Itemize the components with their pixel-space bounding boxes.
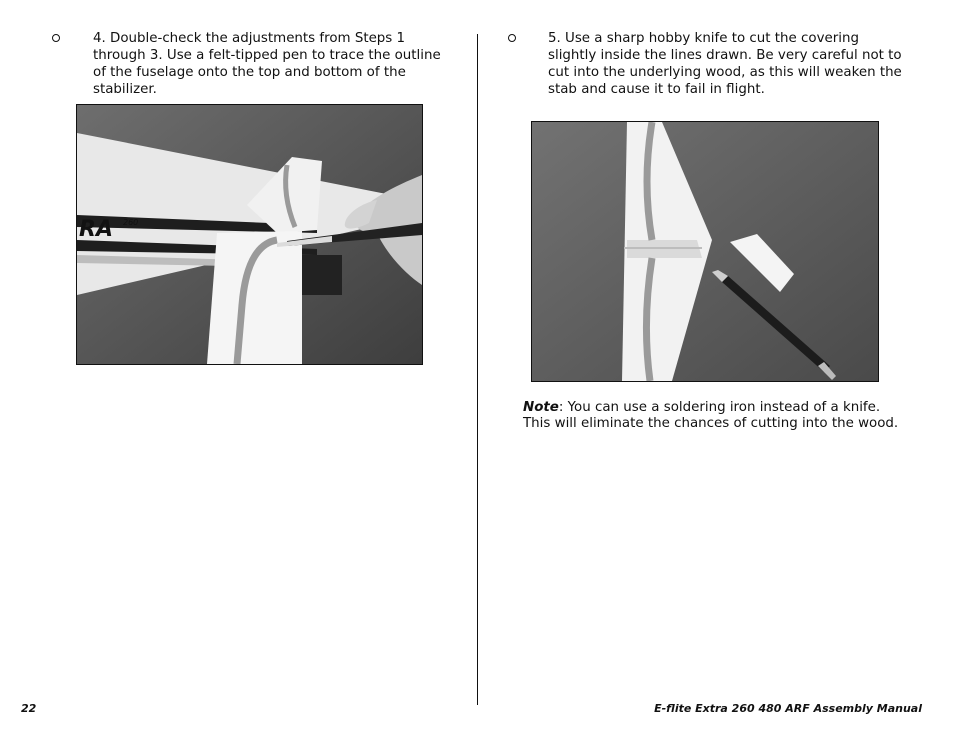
- note-text: : You can use a soldering iron instead of a knife. This will eliminate the chances of cutting into the wood.: [523, 400, 899, 431]
- photo-cut-stabilizer: [531, 121, 879, 382]
- photo-tracing-stabilizer: [76, 104, 423, 365]
- step-5: [508, 30, 908, 100]
- step-4-text: 4. Double-check the adjustments from Steps 1 through 3. Use a felt-tipped pen to trace the outline of the fuselage onto the top and bottom of the stabilizer.: [93, 31, 441, 97]
- checkbox-circle-icon[interactable]: [52, 34, 60, 42]
- step-4: [52, 30, 452, 97]
- manual-title: E-flite Extra 260 480 ARF Assembly Manual: [654, 702, 922, 715]
- note-label: Note: [523, 400, 559, 415]
- page-number: 22: [21, 702, 37, 715]
- note: [523, 400, 903, 432]
- fuselage-decal: RA: [79, 217, 113, 242]
- fuselage-decal-small: 260: [123, 218, 139, 227]
- step-5-text: 5. Use a sharp hobby knife to cut the covering slightly inside the lines drawn. Be very careful not to cut into the underlying wood, as this will weaken the stab and cause it to fail in flight.: [548, 31, 902, 97]
- checkbox-circle-icon[interactable]: [508, 34, 516, 42]
- column-divider: [477, 34, 478, 705]
